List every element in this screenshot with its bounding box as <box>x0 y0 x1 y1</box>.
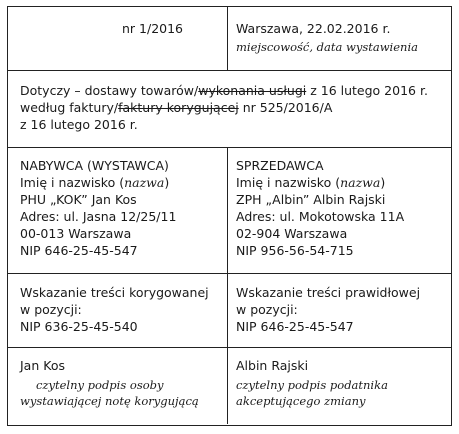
seller-name: ZPH „Albin” Albin Rajski <box>236 192 386 207</box>
seller-nip: NIP 956-56-54-715 <box>236 243 354 258</box>
place-date: Warszawa, 22.02.2016 r. <box>236 21 391 36</box>
acceptor-caption: czytelny podpis podatnika <box>236 378 388 392</box>
label-italic: nazwa <box>340 175 381 190</box>
label-text: ) <box>380 175 386 190</box>
buyer-address: Adres: ul. Jasna 12/25/11 <box>20 209 177 224</box>
label-text: Imię i nazwisko ( <box>236 175 341 190</box>
issuer-caption: czytelny podpis osoby <box>36 378 164 392</box>
struck-option: wykonania usługi <box>198 83 307 98</box>
corrected-value: NIP 636-25-45-540 <box>20 319 138 334</box>
seller-heading: SPRZEDAWCA <box>236 158 324 173</box>
concerns-text: Dotyczy – dostawy towarów/ <box>20 83 199 98</box>
corrected-label: Wskazanie treści korygowanej <box>20 285 209 300</box>
buyer-heading: NABYWCA (WYSTAWCA) <box>20 158 169 173</box>
issuer-signature: Jan Kos <box>20 358 65 373</box>
seller-postal: 02-904 Warszawa <box>236 226 348 241</box>
divider <box>227 7 228 70</box>
concerns-text: z 16 lutego 2016 r. <box>306 83 428 98</box>
label-text: ) <box>164 175 170 190</box>
seller-name-label <box>236 175 385 191</box>
divider <box>8 347 451 348</box>
place-date-caption: miejscowość, data wystawienia <box>236 40 418 54</box>
concerns-line-2 <box>20 100 332 116</box>
buyer-name-label <box>20 175 169 191</box>
buyer-name: PHU „KOK” Jan Kos <box>20 192 137 207</box>
label-italic: nazwa <box>124 175 165 190</box>
acceptor-signature: Albin Rajski <box>236 358 309 373</box>
struck-option: faktury korygującej <box>118 100 239 115</box>
acceptor-caption-2: akceptującego zmiany <box>236 394 366 408</box>
note-number: nr 1/2016 <box>122 21 184 36</box>
seller-address: Adres: ul. Mokotowska 11A <box>236 209 405 224</box>
divider <box>8 70 451 71</box>
corrected-label-2: w pozycji: <box>20 302 82 317</box>
correct-label-2: w pozycji: <box>236 302 298 317</box>
buyer-nip: NIP 646-25-45-547 <box>20 243 138 258</box>
issuer-caption-2: wystawiającej notę korygującą <box>20 394 199 408</box>
correct-label: Wskazanie treści prawidłowej <box>236 285 421 300</box>
concerns-text: według faktury/ <box>20 100 119 115</box>
concerns-line-3: z 16 lutego 2016 r. <box>20 117 138 132</box>
concerns-line-1 <box>20 83 428 99</box>
correct-value: NIP 646-25-45-547 <box>236 319 354 334</box>
divider <box>227 147 228 424</box>
label-text: Imię i nazwisko ( <box>20 175 125 190</box>
correction-note-form <box>7 6 452 426</box>
buyer-postal: 00-013 Warszawa <box>20 226 132 241</box>
divider <box>8 273 451 274</box>
divider <box>8 147 451 148</box>
concerns-text: nr 525/2016/A <box>238 100 333 115</box>
